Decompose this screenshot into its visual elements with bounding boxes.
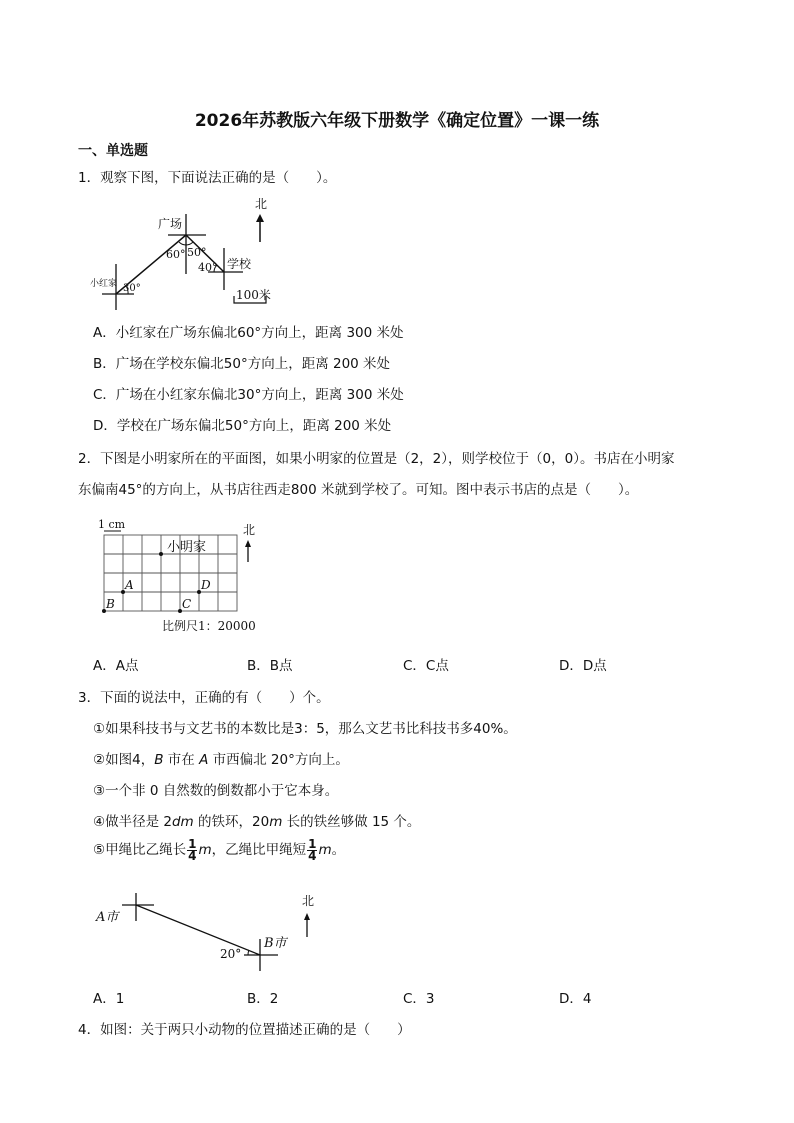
q2-stem-line2: 东偏南45°的方向上，从书店往西走800 米就到学校了。可知。图中表示书店的点是（ ）。 — [78, 482, 639, 498]
scale-label: 100米 — [236, 288, 271, 302]
q2-option-b[interactable]: B．B点 — [247, 658, 293, 674]
page-title: 2026年苏教版六年级下册数学《确定位置》一课一练 — [194, 111, 600, 131]
point-b-label: B — [106, 597, 115, 611]
q2-option-d[interactable]: D．D点 — [559, 658, 607, 674]
north-label: 北 — [302, 894, 315, 908]
angle-60-label: 60° — [166, 248, 186, 261]
fraction-one-quarter: $\frac{1}{4}$ — [188, 836, 197, 863]
angle-50-label: 50° — [187, 246, 207, 259]
q3-stem: 3．下面的说法中，正确的有（ ）个。 — [78, 690, 330, 706]
q1-option-a[interactable]: A．小红家在广场东偏北60°方向上，距离 300 米处 — [93, 325, 404, 341]
q3-statement-3: ③一个非 0 自然数的倒数都小于它本身。 — [93, 783, 339, 799]
q3-statement-2: ②如图4，B 市在 A 市西偏北 20°方向上。 — [93, 752, 349, 768]
section-heading: 一、单选题 — [78, 143, 148, 159]
angle-40-label: 40° — [198, 261, 218, 274]
q3-statement-5: ⑤甲绳比乙绳长 $\frac{1}{4}$ m，乙绳比甲绳短 $\frac{1}{4}$ m。 — [93, 836, 346, 863]
point-c-label: C — [182, 597, 192, 611]
q1-figure — [88, 192, 288, 312]
q3-figure — [92, 885, 322, 975]
q2-figure — [90, 512, 275, 637]
city-a-label: A市 — [96, 910, 119, 925]
q3-option-c[interactable]: C．3 — [403, 991, 435, 1007]
point-d-label: D — [201, 578, 211, 592]
q4-stem: 4．如图：关于两只小动物的位置描述正确的是（ ） — [78, 1022, 411, 1038]
q3-option-d[interactable]: D．4 — [559, 991, 592, 1007]
route-a-b — [136, 905, 260, 955]
q3-option-a[interactable]: A．1 — [93, 991, 125, 1007]
q1-option-d[interactable]: D．学校在广场东偏北50°方向上，距离 200 米处 — [93, 418, 392, 434]
q3-option-b[interactable]: B．2 — [247, 991, 279, 1007]
angle-30-label: 30° — [123, 283, 141, 294]
fraction-one-quarter: $\frac{1}{4}$ — [308, 836, 317, 863]
unit-label: 1 cm — [98, 518, 126, 531]
angle-20-label: 20° — [220, 947, 242, 961]
home-label: 小红家 — [90, 279, 118, 289]
home-point — [159, 552, 163, 556]
point-a-label: A — [125, 578, 134, 592]
q3-statement-1: ①如果科技书与文艺书的本数比是3：5，那么文艺书比科技书多40%。 — [93, 721, 517, 737]
q1-option-b[interactable]: B．广场在学校东偏北50°方向上，距离 200 米处 — [93, 356, 391, 372]
q1-stem: 1．观察下图，下面说法正确的是（ ）。 — [78, 170, 337, 186]
north-label: 北 — [255, 197, 268, 211]
plaza-label: 广场 — [158, 217, 183, 231]
scale-label: 比例尺1：20000 — [162, 619, 256, 633]
north-label: 北 — [243, 523, 256, 537]
home-label: 小明家 — [167, 540, 207, 555]
school-label: 学校 — [227, 257, 252, 271]
q1-option-c[interactable]: C．广场在小红家东偏北30°方向上，距离 300 米处 — [93, 387, 404, 403]
q3-statement-4: ④做半径是 2dm 的铁环，20m 长的铁丝够做 15 个。 — [93, 814, 421, 830]
q2-option-a[interactable]: A．A点 — [93, 658, 139, 674]
q2-stem-line1: 2．下图是小明家所在的平面图，如果小明家的位置是（2，2），则学校位于（0，0）。书店在小明家 — [78, 451, 675, 467]
city-b-label: B市 — [264, 936, 287, 951]
q2-option-c[interactable]: C．C点 — [403, 658, 449, 674]
